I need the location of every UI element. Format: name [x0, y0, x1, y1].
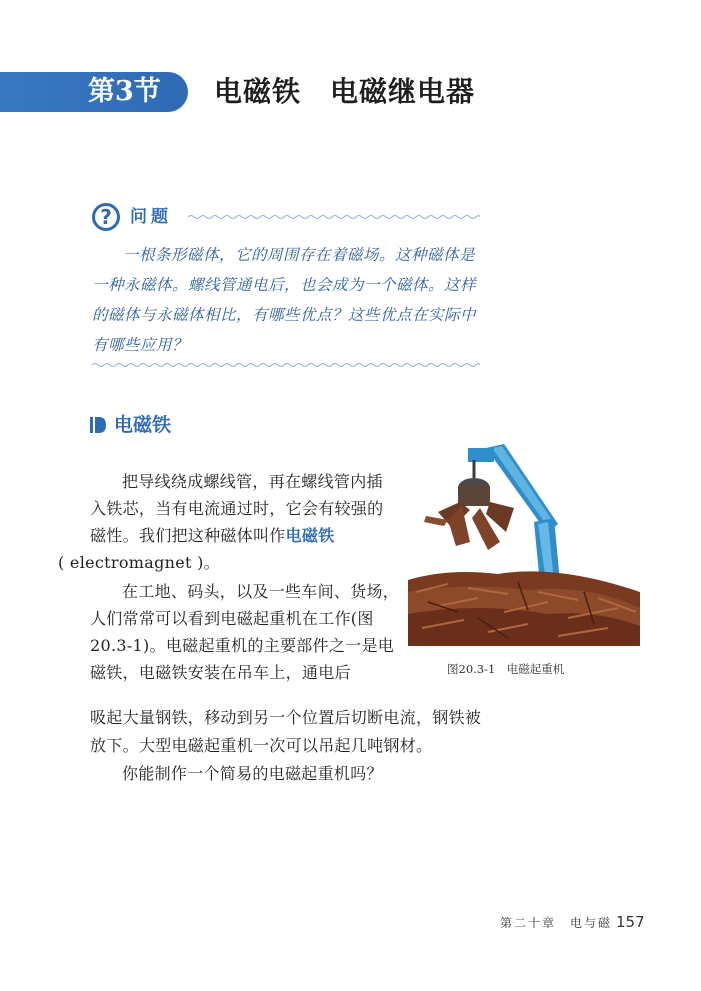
paragraph-3: 你能制作一个简易的电磁起重机吗？: [122, 764, 383, 783]
paragraph-1-english: ( electromagnet )。: [58, 553, 220, 572]
subsection-title: 电磁铁: [114, 414, 172, 436]
heading-marker-icon: [90, 416, 106, 434]
electromagnetic-crane-photo: [408, 442, 640, 646]
footer-chapter: 第二十章 电与磁: [500, 916, 613, 930]
section-title: 电磁铁 电磁继电器: [214, 75, 476, 108]
paragraph-1-text: 把导线绕成螺线管，再在螺线管内插入铁芯，当有电流通过时，它会有较强的磁性。我们把这种磁体叫作: [90, 472, 384, 545]
page-number: 157: [616, 913, 645, 931]
paragraph-1: [58, 468, 394, 576]
question-mark-icon: ?: [92, 203, 120, 231]
figure-caption: 图20.3-1 电磁起重机: [447, 662, 565, 676]
wave-divider-bottom: [92, 362, 480, 368]
term-electromagnet: 电磁铁: [285, 526, 335, 545]
paragraph-2-continued: 吸起大量钢铁，移动到另一个位置后切断电流，钢铁被放下。大型电磁起重机一次可以吊起几吨钢材。: [90, 708, 482, 755]
question-label: 问题: [130, 207, 172, 227]
paragraph-2: 在工地、码头，以及一些车间、货场，人们常常可以看到电磁起重机在工作(图20.3-1)。电磁起重机的主要部件之一是电磁铁，电磁铁安装在吊车上，通电后: [90, 582, 400, 682]
section-number: 第3节: [88, 76, 161, 107]
question-text: 一根条形磁体，它的周围存在着磁场。这种磁体是一种永磁体。螺线管通电后，也会成为一个磁体。这样的磁体与永磁体相比，有哪些优点？这些优点在实际中有哪些应用？: [92, 246, 477, 354]
wave-divider-top: [188, 214, 480, 220]
